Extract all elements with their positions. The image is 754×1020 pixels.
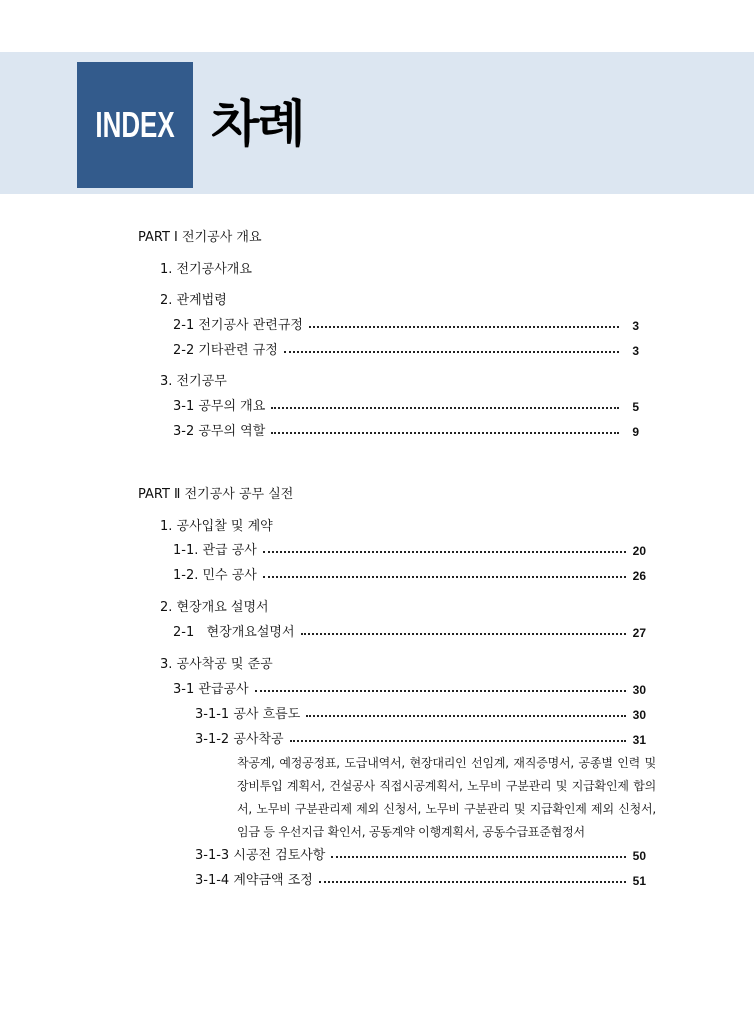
dot-leader — [309, 326, 619, 328]
toc-entry-label: 3-2 공무의 역할 — [173, 424, 266, 439]
toc-page-number: 5 — [632, 400, 639, 414]
dot-leader — [284, 351, 619, 353]
toc-entry-label: 1-1. 관급 공사 — [173, 543, 257, 558]
toc-entry-label: 2-1 현장개요설명서 — [173, 625, 295, 640]
dot-leader — [255, 690, 626, 692]
part2-heading: PART Ⅱ 전기공사 공무 실전 — [138, 487, 294, 502]
toc-entry[interactable] — [173, 398, 639, 416]
toc-entry-description: 착공계, 예정공정표, 도급내역서, 현장대리인 선임계, 재직증명서, 공종별 인력 및 장비투입 계획서, 건설공사 직접시공계획서, 노무비 구분관리 및 지급확인제 합의서, 노무비 구분관리제 제외 신청서, 노무비 구분관리 및 지급확인제 제외 신청서, 임금 등 우선지급 확인서, 공동계약 이행계획서, 공동수급표준협정서 — [237, 756, 656, 839]
toc-entry[interactable] — [195, 872, 646, 890]
toc-section-1[interactable]: 1. 전기공사개요 — [160, 262, 252, 277]
toc-section-3[interactable]: 3. 공사착공 및 준공 — [160, 657, 273, 672]
toc-entry[interactable] — [173, 317, 639, 335]
page-title: 차례 — [211, 95, 304, 153]
toc-entry[interactable] — [173, 567, 646, 585]
toc-entry-label: 1-2. 민수 공사 — [173, 568, 257, 583]
toc-page-number: 30 — [632, 708, 646, 722]
toc-page-number: 51 — [632, 874, 646, 888]
toc-entry-label: 3-1-3 시공전 검토사항 — [195, 848, 326, 863]
toc-page-number: 27 — [632, 626, 646, 640]
toc-section-2[interactable]: 2. 관계법령 — [160, 293, 227, 308]
toc-entry[interactable] — [173, 542, 646, 560]
toc-page-number: 31 — [632, 733, 646, 747]
dot-leader — [301, 633, 626, 635]
toc-page-number: 9 — [632, 425, 639, 439]
toc-entry-label: 2-1 전기공사 관련규정 — [173, 318, 303, 333]
toc-entry-label: 3-1-4 계약금액 조정 — [195, 873, 313, 888]
toc-entry-label: 3-1 공무의 개요 — [173, 399, 266, 414]
dot-leader — [331, 856, 626, 858]
dot-leader — [271, 432, 619, 434]
toc-entry[interactable] — [173, 342, 639, 360]
toc-section-2[interactable]: 2. 현장개요 설명서 — [160, 600, 269, 615]
dot-leader — [319, 881, 626, 883]
dot-leader — [306, 715, 626, 717]
part1-heading: PART Ⅰ 전기공사 개요 — [138, 230, 262, 245]
toc-entry-label: 2-2 기타관련 규정 — [173, 343, 278, 358]
index-box — [77, 62, 193, 188]
toc-entry-label: 3-1-1 공사 흐름도 — [195, 707, 301, 722]
toc-entry[interactable] — [173, 624, 646, 642]
dot-leader — [271, 407, 619, 409]
toc-entry[interactable] — [173, 681, 646, 699]
index-label: INDEX — [95, 104, 175, 145]
toc-page-number: 50 — [632, 849, 646, 863]
toc-entry[interactable] — [195, 847, 646, 865]
toc-section-3[interactable]: 3. 전기공무 — [160, 374, 227, 389]
toc-entry[interactable] — [173, 423, 639, 441]
toc-page-number: 20 — [632, 544, 646, 558]
toc-page-number: 26 — [632, 569, 646, 583]
toc-page-number: 3 — [632, 344, 639, 358]
toc-entry[interactable] — [195, 731, 646, 749]
toc-entry[interactable] — [195, 706, 646, 724]
toc-entry-label: 3-1-2 공사착공 — [195, 732, 284, 747]
dot-leader — [290, 740, 626, 742]
dot-leader — [263, 551, 626, 553]
toc-section-1[interactable]: 1. 공사입찰 및 계약 — [160, 519, 273, 534]
toc-page-number: 30 — [632, 683, 646, 697]
toc-page-number: 3 — [632, 319, 639, 333]
dot-leader — [263, 576, 626, 578]
toc-entry-label: 3-1 관급공사 — [173, 682, 249, 697]
